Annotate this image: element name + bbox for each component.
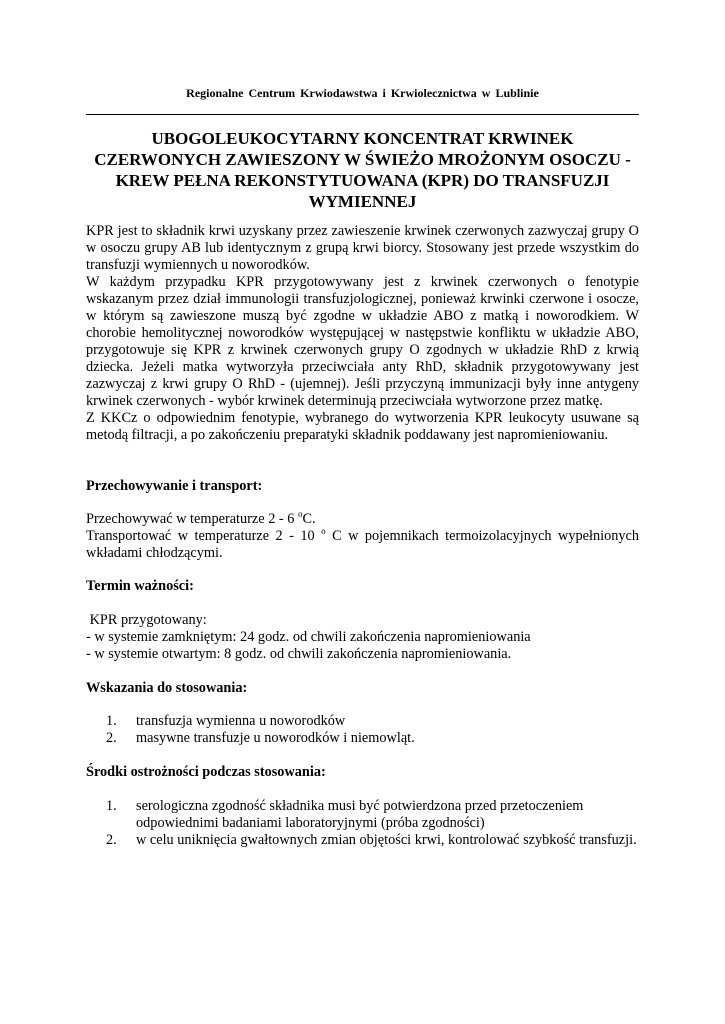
storage-section — [86, 511, 639, 562]
degree-sign: o — [297, 509, 303, 519]
precautions-heading: Środki ostrożności podczas stosowania: — [86, 764, 326, 780]
storage-line-1-unit: C. — [302, 511, 316, 527]
expiry-section — [86, 612, 639, 663]
expiry-line-1: KPR przygotowany: — [86, 612, 207, 628]
list-item-number: 1. — [106, 798, 117, 814]
list-item — [86, 730, 639, 747]
list-item-text: w celu uniknięcia gwałtownych zmian objętości krwi, kontrolować szybkość transfuzji. — [136, 832, 637, 848]
expiry-line-3: - w systemie otwartym: 8 godz. od chwili zakończenia napromieniowania. — [86, 646, 512, 662]
list-item-number: 2. — [106, 730, 117, 746]
intro-paragraph-2: W każdym przypadku KPR przygotowywany jest z krwinek czerwonych o fenotypie wskazanym przez dział immunologii transfuzjologicznej, ponieważ krwinki czerwone i osocze, w którym są zawieszone muszą być zgodne w układzie ABO z matką i noworodkiem. W chorobie hemolitycznej noworodków występującej w następstwie konfliktu w układzie ABO, przygotowuje się KPR z krwinek czerwonych grupy O zgodnych w układzie RhD z krwią dziecka. Jeżeli matka wytworzyła przeciwciała anty RhD, składnik przygotowywany jest zazwyczaj z krwi grupy O RhD - (ujemnej). Jeśli przyczyną immunizacji były inne antygeny krwinek czerwonych - wybór krwinek determinują przeciwciała wytworzone przez matkę. — [86, 274, 639, 409]
indications-list — [86, 713, 639, 747]
storage-line-1-text: Przechowywać w temperaturze 2 - 6 — [86, 511, 295, 527]
intro-section — [86, 223, 639, 444]
storage-line-1 — [86, 511, 639, 528]
expiry-line-2: - w systemie zamkniętym: 24 godz. od chwili zakończenia napromieniowania — [86, 629, 531, 645]
storage-line-2-rest: C w pojemnikach termoizolacyjnych wypełnionych wkładami chłodzącymi. — [86, 528, 640, 561]
storage-line-2-text: Transportować w temperaturze 2 - 10 — [86, 528, 315, 544]
list-item-text: masywne transfuzje u noworodków i niemowląt. — [136, 730, 415, 746]
header-divider — [86, 114, 639, 115]
precautions-list — [86, 798, 639, 849]
document-title: UBOGOLEUKOCYTARNY KONCENTRAT KRWINEK CZERWONYCH ZAWIESZONY W ŚWIEŻO MROŻONYM OSOCZU - KREW PEŁNA REKONSTYTUOWANA (KPR) DO TRANSFUZJI WYMIENNEJ — [94, 129, 631, 211]
intro-paragraph-1: KPR jest to składnik krwi uzyskany przez zawieszenie krwinek czerwonych zazwyczaj grupy O w osoczu grupy AB lub identycznym z grupą krwi biorcy. Stosowany jest przede wszystkim do transfuzji wymiennych u noworodków. — [86, 223, 639, 273]
indications-heading: Wskazania do stosowania: — [86, 680, 248, 696]
storage-line-2 — [86, 528, 639, 562]
storage-heading: Przechowywanie i transport: — [86, 478, 263, 494]
list-item-text: serologiczna zgodność składnika musi być potwierdzona przed przetoczeniem odpowiednimi badaniami laboratoryjnymi (próba zgodności) — [136, 798, 584, 831]
list-item — [86, 713, 639, 730]
document-header: Regionalne Centrum Krwiodawstwa i Krwiolecznictwa w Lublinie — [186, 86, 539, 100]
list-item — [86, 832, 639, 849]
list-item-number: 1. — [106, 713, 117, 729]
list-item-text: transfuzja wymienna u noworodków — [136, 713, 346, 729]
expiry-heading: Termin ważności: — [86, 578, 194, 594]
list-item — [86, 798, 639, 832]
intro-paragraph-3: Z KKCz o odpowiednim fenotypie, wybranego do wytworzenia KPR leukocyty usuwane są metodą filtracji, a po zakończeniu preparatyki składnik poddawany jest napromieniowaniu. — [86, 410, 639, 443]
degree-sign: o — [321, 526, 326, 536]
list-item-number: 2. — [106, 832, 117, 848]
